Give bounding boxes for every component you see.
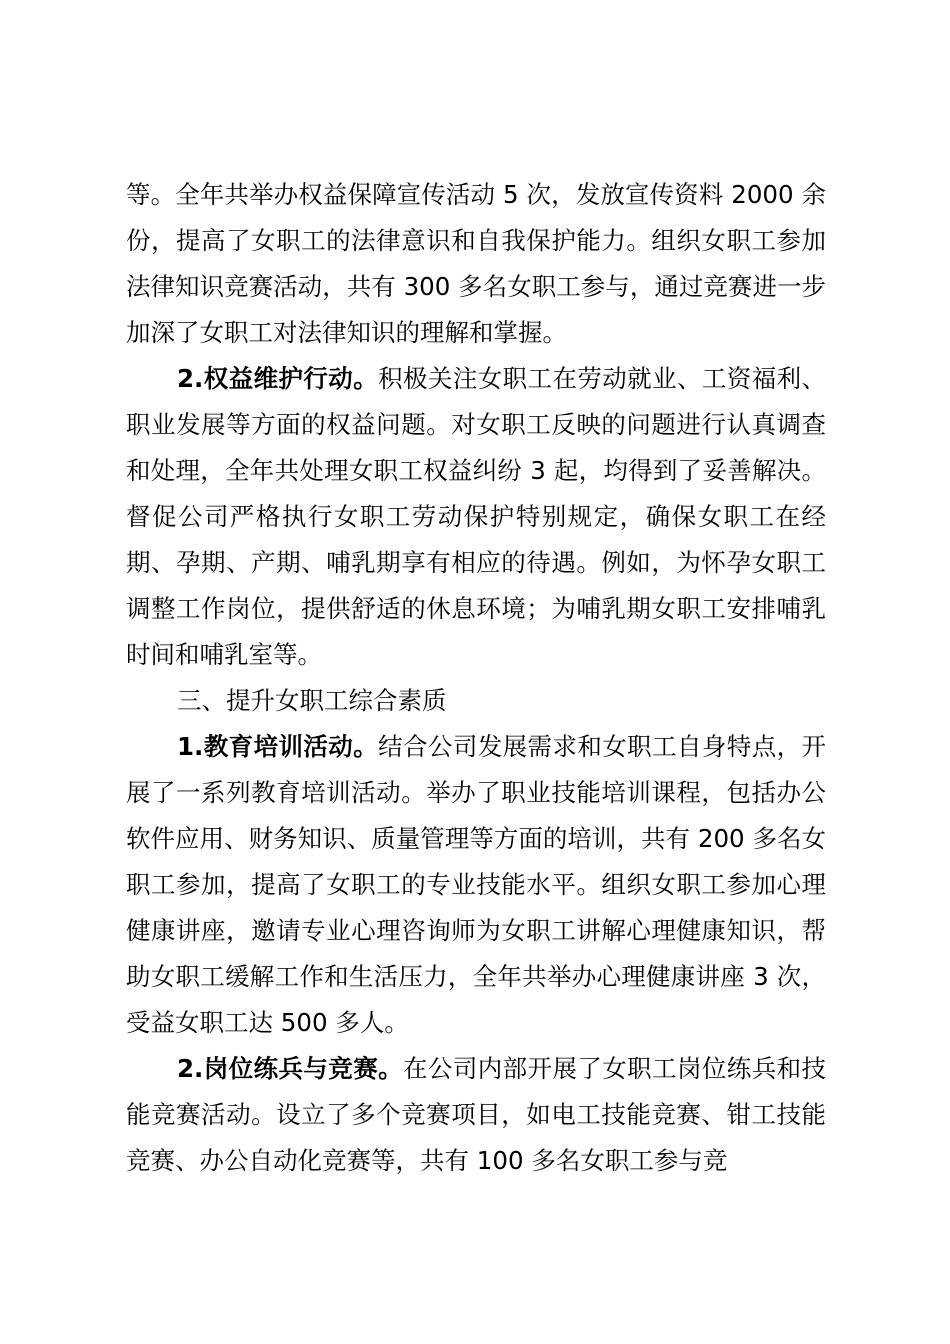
paragraph-text: 等。全年共举办权益保障宣传活动 5 次，发放宣传资料 2000 余份，提高了女职工的法律意识和自我保护能力。组织女职工参加法律知识竞赛活动，共有 300 多名女职工参与，通过竞赛进一步加深了女职工对法律知识的理解和掌握。 bbox=[126, 180, 826, 347]
paragraph-rights-publicity bbox=[126, 172, 826, 356]
paragraph-lead: 2.权益维护行动。 bbox=[177, 364, 379, 393]
document-body bbox=[126, 172, 826, 1184]
paragraph-text: 积极关注女职工在劳动就业、工资福利、职业发展等方面的权益问题。对女职工反映的问题进行认真调查和处理，全年共处理女职工权益纠纷 3 起，均得到了妥善解决。督促公司严格执行女职工劳动保护特别规定，确保女职工在经期、孕期、产期、哺乳期享有相应的待遇。例如，为怀孕女职工调整工作岗位，提供舒适的休息环境；为哺乳期女职工安排哺乳时间和哺乳室等。 bbox=[126, 364, 827, 669]
paragraph-text: 结合公司发展需求和女职工自身特点，开展了一系列教育培训活动。举办了职业技能培训课程，包括办公软件应用、财务知识、质量管理等方面的培训，共有 200 多名女职工参加，提高了女职工的专业技能水平。组织女职工参加心理健康讲座，邀请专业心理咨询师为女职工讲解心理健康知识，帮助女职工缓解工作和生活压力，全年共举办心理健康讲座 3 次，受益女职工达 500 多人。 bbox=[126, 732, 827, 1037]
paragraph-skill-competition bbox=[126, 1046, 826, 1184]
section-heading: 三、提升女职工综合素质 bbox=[177, 686, 447, 715]
paragraph-rights-protection bbox=[126, 356, 826, 678]
paragraph-lead: 1.教育培训活动。 bbox=[177, 732, 379, 761]
paragraph-text: 在公司内部开展了女职工岗位练兵和技能竞赛活动。设立了多个竞赛项目，如电工技能竞赛、钳工技能竞赛、办公自动化竞赛等，共有 100 多名女职工参与竞 bbox=[126, 1054, 827, 1175]
paragraph-education-training bbox=[126, 724, 826, 1046]
paragraph-lead: 2.岗位练兵与竞赛。 bbox=[177, 1054, 404, 1083]
